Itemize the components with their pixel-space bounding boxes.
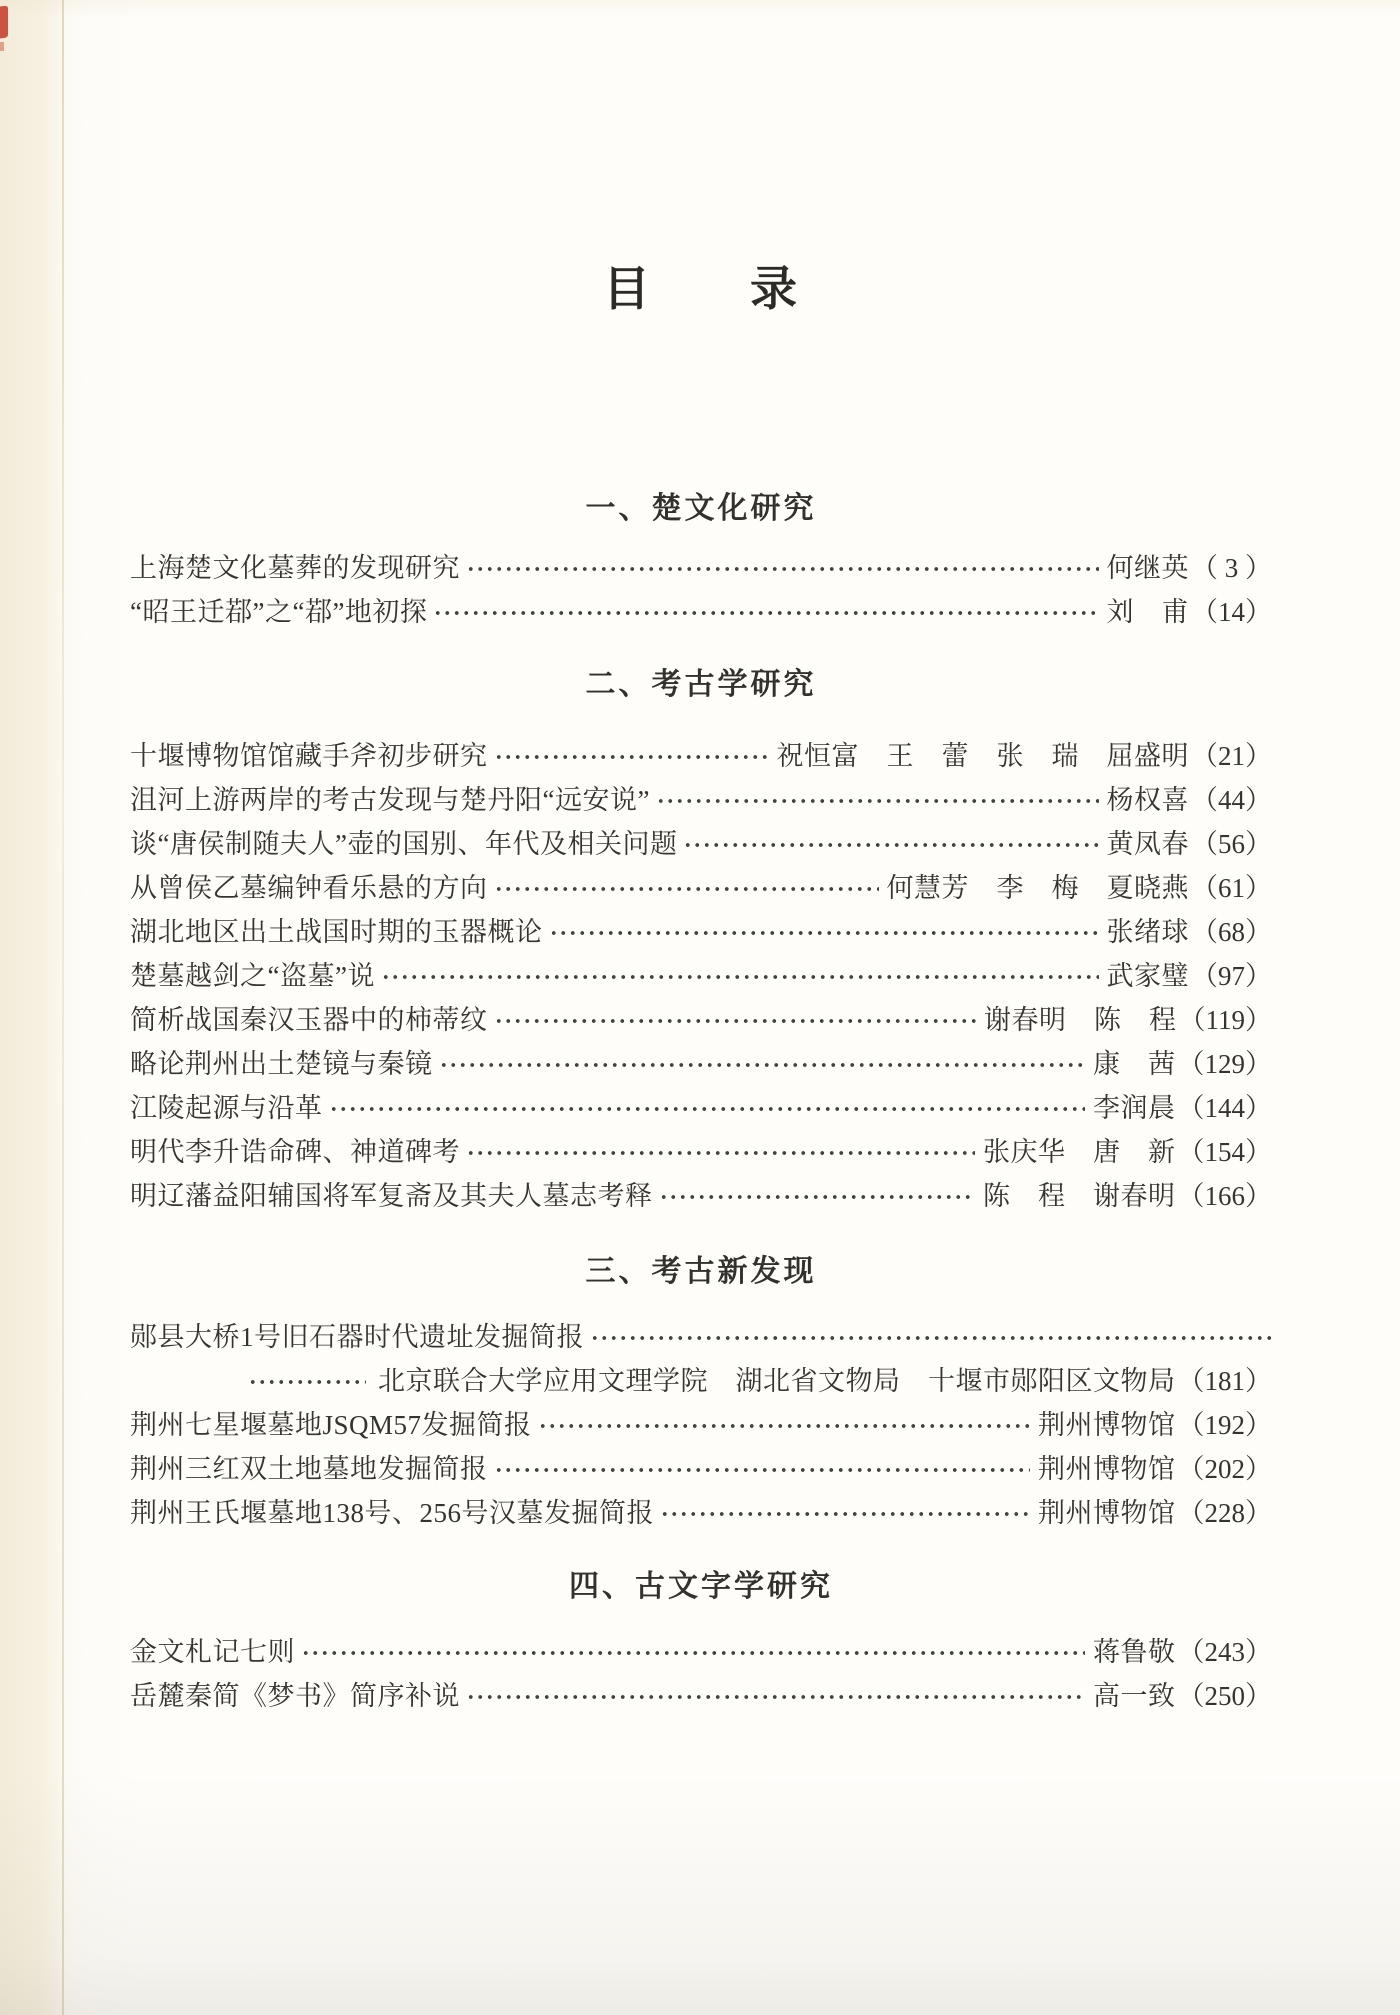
entry-authors: 杨权喜 xyxy=(1106,785,1189,815)
dot-leader xyxy=(656,797,1099,805)
entry-title: 郧县大桥1号旧石器时代遗址发掘简报 xyxy=(130,1322,584,1352)
toc-entry xyxy=(130,590,1272,634)
entry-title: 荆州三红双土地墓地发掘简报 xyxy=(130,1454,488,1484)
entry-authors: 陈 程 谢春明 xyxy=(983,1181,1176,1211)
entry-page-number: （144） xyxy=(1177,1093,1272,1123)
scan-artifact-red-dot xyxy=(0,42,4,51)
entry-title: 从曾侯乙墓编钟看乐悬的方向 xyxy=(130,873,488,903)
entry-page-number: （228） xyxy=(1177,1498,1272,1528)
dot-leader xyxy=(466,1149,975,1157)
entry-authors: 李润晨 xyxy=(1093,1093,1176,1123)
toc-entry xyxy=(130,1174,1272,1218)
toc-entry xyxy=(130,998,1272,1042)
entry-authors: 张庆华 唐 新 xyxy=(983,1137,1176,1167)
toc-entry xyxy=(130,1491,1272,1535)
entry-page-number: （61） xyxy=(1191,873,1272,903)
entry-title: 楚墓越剑之“盗墓”说 xyxy=(130,961,375,991)
toc-section-new-discoveries xyxy=(130,1255,1272,1535)
dot-leader xyxy=(466,1693,1085,1701)
entry-page-number: （154） xyxy=(1177,1137,1272,1167)
entry-title-line xyxy=(130,1315,1272,1359)
entry-authors: 武家璧 xyxy=(1106,961,1189,991)
toc-section-archaeology-research xyxy=(130,668,1272,1218)
dot-leader xyxy=(683,841,1098,849)
entry-authors: 刘 甫 xyxy=(1106,597,1189,627)
entry-title: 江陵起源与沿革 xyxy=(130,1093,323,1123)
section-heading: 三、考古新发现 xyxy=(585,1255,817,1288)
entry-page-number: （97） xyxy=(1191,961,1272,991)
dot-leader xyxy=(538,1422,1030,1430)
entry-title: “昭王迁鄀”之“鄀”地初探 xyxy=(130,597,428,627)
toc-entry xyxy=(130,1315,1272,1403)
entry-page-number: （250） xyxy=(1177,1681,1272,1711)
entry-page-number: （202） xyxy=(1177,1454,1272,1484)
entry-authors: 北京联合大学应用文理学院 湖北省文物局 十堰市郧阳区文物局 xyxy=(378,1366,1176,1396)
dot-leader xyxy=(248,1378,366,1386)
entry-authors: 荆州博物馆 xyxy=(1038,1498,1176,1528)
section-heading: 一、楚文化研究 xyxy=(585,492,817,525)
dot-leader xyxy=(381,973,1099,981)
toc-entry xyxy=(130,546,1272,590)
entry-title: 上海楚文化墓葬的发现研究 xyxy=(130,553,460,583)
entry-authors: 何继英 xyxy=(1106,553,1189,583)
entry-page-number: （243） xyxy=(1177,1637,1272,1667)
toc-entry xyxy=(130,1630,1272,1674)
entry-page-number: （166） xyxy=(1177,1181,1272,1211)
entry-page-number: （181） xyxy=(1177,1366,1272,1396)
dot-leader xyxy=(660,1510,1030,1518)
entry-authors: 荆州博物馆 xyxy=(1038,1454,1176,1484)
dot-leader xyxy=(439,1061,1086,1069)
entry-page-number: （68） xyxy=(1191,917,1272,947)
toc-entry xyxy=(130,1130,1272,1174)
entry-authors: 何慧芳 李 梅 夏晓燕 xyxy=(886,873,1189,903)
entry-page-number: （14） xyxy=(1191,597,1272,627)
entry-title: 略论荆州出土楚镜与秦镜 xyxy=(130,1049,433,1079)
toc-section-paleography xyxy=(130,1570,1272,1718)
entry-title: 简析战国秦汉玉器中的柿蒂纹 xyxy=(130,1005,488,1035)
entry-page-number: （21） xyxy=(1191,741,1272,771)
entry-page-number: （119） xyxy=(1178,1005,1272,1035)
entry-page-number: （44） xyxy=(1191,785,1272,815)
toc-entry xyxy=(130,1447,1272,1491)
toc-entry xyxy=(130,1042,1272,1086)
dot-leader xyxy=(494,1466,1031,1474)
page-title: 目 录 xyxy=(603,264,799,316)
page-crease-line xyxy=(62,0,64,2015)
toc-section-chu-culture xyxy=(130,492,1272,634)
table-of-contents xyxy=(130,0,1272,1718)
entry-page-number: （56） xyxy=(1191,829,1272,859)
entry-page-number: （ 3 ） xyxy=(1191,553,1272,583)
dot-leader xyxy=(494,885,879,893)
entry-title: 金文札记七则 xyxy=(130,1637,295,1667)
entry-title: 十堰博物馆馆藏手斧初步研究 xyxy=(130,741,488,771)
entry-author-line xyxy=(130,1359,1272,1403)
entry-list xyxy=(130,546,1272,634)
entry-authors: 康 茜 xyxy=(1093,1049,1176,1079)
entry-title: 沮河上游两岸的考古发现与楚丹阳“远安说” xyxy=(130,785,650,815)
entry-list xyxy=(130,1630,1272,1718)
entry-authors: 张绪球 xyxy=(1106,917,1189,947)
entry-list xyxy=(130,1315,1272,1535)
toc-entry xyxy=(130,910,1272,954)
entry-authors: 黄凤春 xyxy=(1106,829,1189,859)
entry-page-number: （129） xyxy=(1177,1049,1272,1079)
entry-page-number: （192） xyxy=(1177,1410,1272,1440)
entry-authors: 蒋鲁敬 xyxy=(1093,1637,1176,1667)
entry-title: 谈“唐侯制随夫人”壶的国别、年代及相关问题 xyxy=(130,829,678,859)
entry-title: 明代李升诰命碑、神道碑考 xyxy=(130,1137,460,1167)
toc-entry xyxy=(130,954,1272,998)
dot-leader xyxy=(659,1193,976,1201)
entry-authors: 高一致 xyxy=(1093,1681,1176,1711)
dot-leader xyxy=(433,609,1098,617)
dot-leader xyxy=(590,1334,1272,1342)
entry-title: 荆州七星堰墓地JSQM57发掘简报 xyxy=(130,1410,532,1440)
toc-entry xyxy=(130,1403,1272,1447)
dot-leader xyxy=(494,753,769,761)
section-heading: 四、古文字学研究 xyxy=(569,1570,833,1603)
toc-entry xyxy=(130,1086,1272,1130)
entry-title: 岳麓秦简《梦书》简序补说 xyxy=(130,1681,460,1711)
section-heading: 二、考古学研究 xyxy=(585,668,817,701)
dot-leader xyxy=(329,1105,1086,1113)
toc-entry xyxy=(130,822,1272,866)
entry-title: 荆州王氏堰墓地138号、256号汉墓发掘简报 xyxy=(130,1498,654,1528)
dot-leader xyxy=(549,929,1099,937)
toc-entry xyxy=(130,734,1272,778)
entry-title: 湖北地区出土战国时期的玉器概论 xyxy=(130,917,543,947)
dot-leader xyxy=(494,1017,977,1025)
entry-list xyxy=(130,734,1272,1218)
entry-authors: 荆州博物馆 xyxy=(1038,1410,1176,1440)
entry-authors: 祝恒富 王 蕾 张 瑞 屈盛明 xyxy=(776,741,1189,771)
toc-entry xyxy=(130,866,1272,910)
dot-leader xyxy=(301,1649,1085,1657)
entry-authors: 谢春明 陈 程 xyxy=(984,1005,1177,1035)
entry-title: 明辽藩益阳辅国将军复斋及其夫人墓志考释 xyxy=(130,1181,653,1211)
dot-leader xyxy=(466,565,1099,573)
toc-entry xyxy=(130,778,1272,822)
toc-entry xyxy=(130,1674,1272,1718)
scan-artifact-red-mark xyxy=(0,5,8,38)
